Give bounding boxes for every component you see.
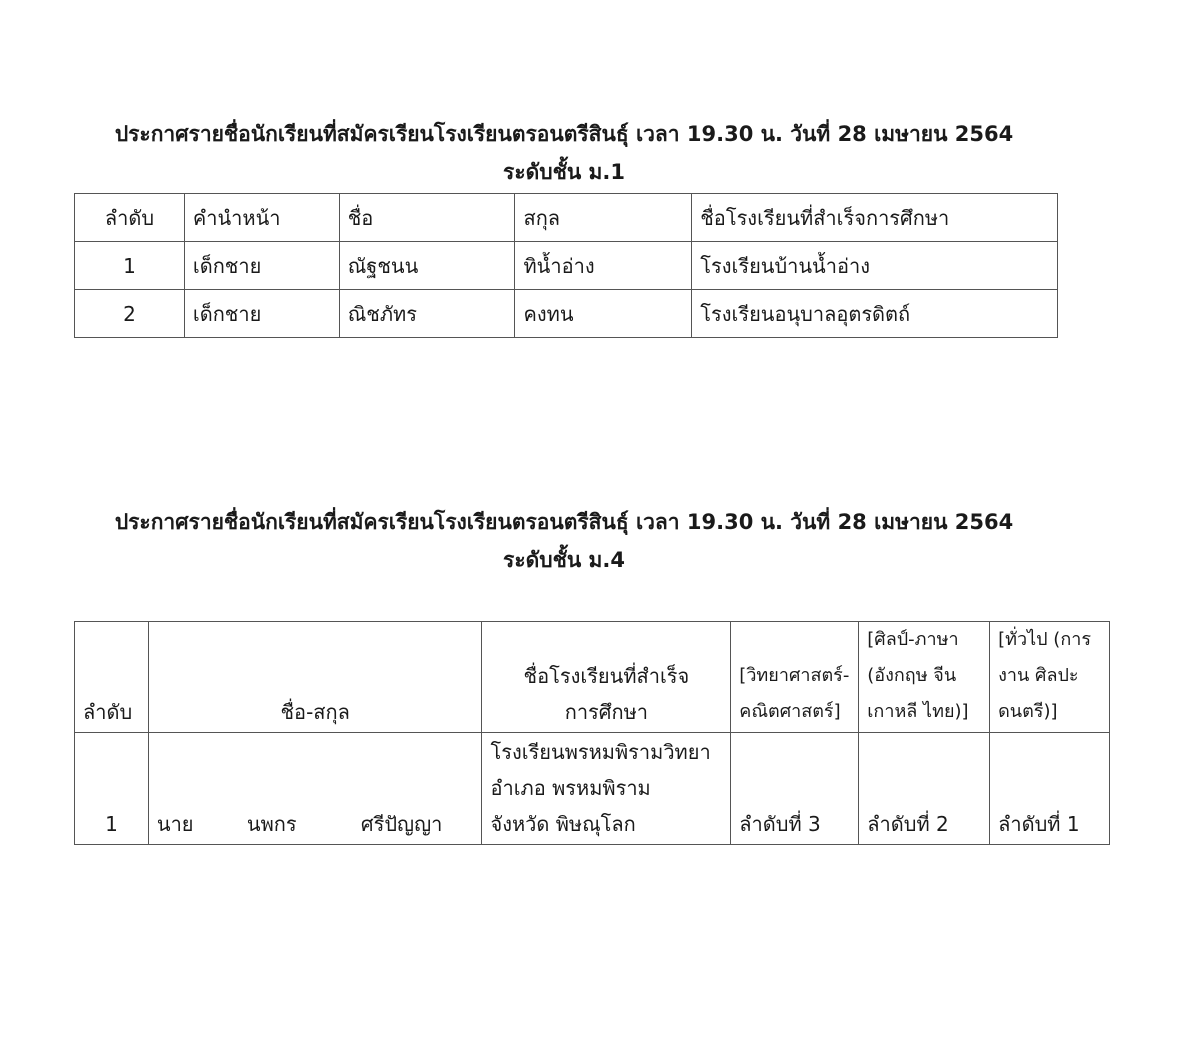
table-header-row [75, 622, 1110, 733]
cell-school-line: จังหวัด พิษณุโลก [490, 812, 636, 836]
title-line-1: ประกาศรายชื่อนักเรียนที่สมัครเรียนโรงเรียนตรอนตรีสินธุ์ เวลา 19.30 น. วันที่ 28 เมษายน 2564 [114, 122, 1014, 146]
table-row [75, 733, 1110, 845]
header-arts-language [859, 622, 990, 733]
cell-school: โรงเรียนบ้านน้ำอ่าง [692, 242, 1058, 290]
applicants-table-m4 [74, 621, 1110, 845]
header-arts-line: (อังกฤษ จีน [867, 665, 957, 686]
table-row [75, 290, 1058, 338]
cell-first-name: ณิชภัทร [339, 290, 515, 338]
header-last-name: สกุล [515, 194, 692, 242]
header-science-line: [วิทยาศาสตร์- [739, 665, 850, 686]
cell-prefix: นาย [156, 812, 194, 836]
header-science-math [731, 622, 859, 733]
header-school-line: ชื่อโรงเรียนที่สำเร็จ [523, 664, 690, 688]
cell-first-name: นพกร [246, 812, 297, 836]
title-line-1: ประกาศรายชื่อนักเรียนที่สมัครเรียนโรงเรียนตรอนตรีสินธุ์ เวลา 19.30 น. วันที่ 28 เมษายน 2564 [114, 510, 1014, 534]
cell-school: โรงเรียนอนุบาลอุตรดิตถ์ [692, 290, 1058, 338]
header-general-line: งาน ศิลปะ [998, 665, 1079, 686]
cell-no: 1 [75, 733, 149, 845]
cell-name [148, 733, 482, 845]
cell-last-name: ทิน้ำอ่าง [515, 242, 692, 290]
header-school: ชื่อโรงเรียนที่สำเร็จการศึกษา [692, 194, 1058, 242]
header-arts-line: เกาหลี ไทย)] [867, 701, 969, 722]
header-science-line: คณิตศาสตร์] [739, 701, 841, 722]
cell-general-rank: ลำดับที่ 1 [990, 733, 1110, 845]
title-line-2: ระดับชั้น ม.4 [503, 548, 625, 572]
title-line-2: ระดับชั้น ม.1 [503, 160, 625, 184]
cell-last-name: ศรีปัญญา [360, 812, 443, 836]
announcement-title-m1 [0, 115, 1128, 191]
header-no: ลำดับ [75, 194, 185, 242]
header-school-line: การศึกษา [564, 700, 649, 724]
header-general-line: ดนตรี)] [998, 701, 1058, 722]
header-general-line: [ทั่วไป (การ [998, 629, 1092, 650]
cell-prefix: เด็กชาย [184, 242, 339, 290]
cell-no: 1 [75, 242, 185, 290]
cell-school [482, 733, 731, 845]
cell-science-rank: ลำดับที่ 3 [731, 733, 859, 845]
cell-prefix: เด็กชาย [184, 290, 339, 338]
cell-school-line: อำเภอ พรหมพิราม [490, 776, 651, 800]
header-name: ชื่อ-สกุล [148, 622, 482, 733]
header-school [482, 622, 731, 733]
cell-arts-rank: ลำดับที่ 2 [859, 733, 990, 845]
header-general [990, 622, 1110, 733]
header-no: ลำดับ [75, 622, 149, 733]
cell-last-name: คงทน [515, 290, 692, 338]
cell-school-line: โรงเรียนพรหมพิรามวิทยา [490, 740, 711, 764]
table-row [75, 242, 1058, 290]
cell-first-name: ณัฐชนน [339, 242, 515, 290]
header-arts-line: [ศิลป์-ภาษา [867, 629, 959, 650]
table-header-row [75, 194, 1058, 242]
announcement-title-m4 [0, 503, 1128, 579]
applicants-table-m1 [74, 193, 1058, 338]
header-prefix: คำนำหน้า [184, 194, 339, 242]
header-first-name: ชื่อ [339, 194, 515, 242]
cell-no: 2 [75, 290, 185, 338]
